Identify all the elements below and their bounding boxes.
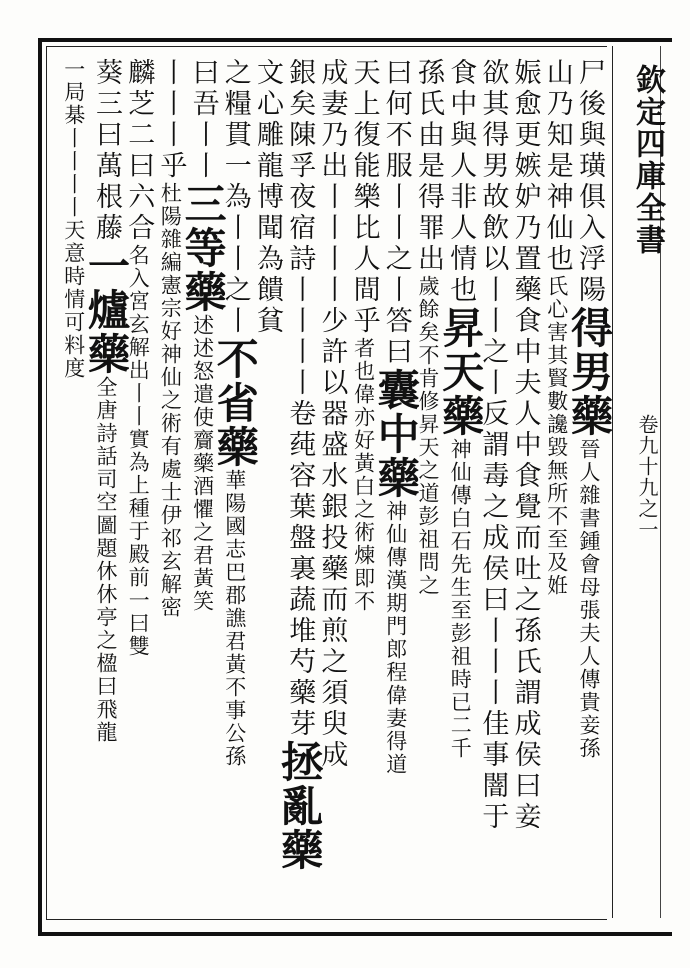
- text-column: [82, 58, 131, 744]
- margin-banner: 欽定四庫全書: [630, 64, 665, 256]
- main-text: 孫氏由是得罪出: [413, 58, 444, 275]
- annotation-text: 名入宮玄解出丨丨實為上種于殿前一曰雙: [126, 244, 151, 658]
- main-text: 山乃知是神仙也: [541, 58, 573, 275]
- annotation-text: 一局棊丨丨丨丨天意時情可料度: [61, 58, 86, 380]
- text-column: [349, 58, 379, 613]
- main-text: 欲其得男故飲以丨丨之丨反謂毒之成侯曰丨丨丨佳事闇于: [477, 58, 509, 833]
- text-column: [542, 58, 572, 597]
- text-column: [436, 58, 486, 760]
- main-text: 曰吾丨丨: [187, 58, 219, 182]
- text-column: [178, 58, 228, 613]
- text-column: [510, 58, 540, 833]
- annotation-text: 神仙傳漢期門郎程偉妻得道: [383, 500, 408, 776]
- main-text: 銀矣陳孚夜宿詩丨丨丨丨卷莼容葉盤裏蔬堆芍藥芽: [284, 58, 316, 740]
- main-text: 食中與人非人情也: [445, 58, 477, 306]
- entry-heading: 囊中藥: [371, 368, 421, 500]
- main-text: 之糧貫一為丨丨之丨: [219, 58, 251, 337]
- annotation-text: 者也偉亦好黃白之術煉即不: [351, 337, 376, 613]
- annotation-text: 歲餘矣不肯修昇天之道彭祖問之: [416, 275, 440, 597]
- annotation-text: 全唐詩話司空圖題休休亭之楹曰飛龍: [94, 376, 118, 744]
- annotation-text: 述述怒遣使齎藥酒懼之君黃笑: [190, 314, 215, 613]
- main-text: 天上復能樂比人間乎: [348, 58, 380, 337]
- annotation-text: 晉人雜書鍾會母張夫人傳貴妾孫: [577, 438, 601, 760]
- main-text: 曰何不服丨丨之丨答曰: [380, 58, 412, 368]
- text-column: [371, 58, 421, 776]
- main-text: 成妻乃出丨丨丨丨少許以器盛水銀投藥而煎之須臾成: [316, 58, 348, 771]
- text-column: [252, 58, 282, 337]
- text-column: [316, 58, 346, 771]
- main-text: 丨丨丨乎: [155, 58, 187, 182]
- entry-heading: 拯亂藥: [275, 740, 325, 872]
- text-column: [275, 58, 325, 872]
- text-column: [413, 58, 443, 597]
- margin-rule: [612, 46, 613, 918]
- entry-heading: 昇天藥: [436, 306, 486, 438]
- annotation-text: 神仙傳白石先生至彭祖時已二千: [448, 438, 473, 760]
- main-text: 葵三曰萬根藤: [91, 58, 122, 244]
- annotation-text: 氏心害其賢數讒毀無所不至及姙: [544, 275, 569, 597]
- main-text: 麟芝二曰六合: [123, 58, 155, 244]
- main-text: 娠愈更嫉妒乃置藥食中夫人中食覺而吐之孫氏謂成侯曰妾: [509, 58, 541, 833]
- main-text: 尸後與璜俱入浮陽: [574, 58, 605, 306]
- entry-heading: 不省藥: [210, 337, 260, 469]
- text-column: [59, 58, 89, 380]
- text-column: [477, 58, 507, 833]
- juan-number: 卷九十九之一: [635, 414, 659, 540]
- entry-heading: 得男藥: [565, 306, 614, 438]
- text-column: [155, 58, 185, 619]
- text-column: [210, 58, 260, 768]
- main-text: 文心雕龍博聞為饋貧: [252, 58, 283, 337]
- entry-heading: 一爐藥: [82, 244, 131, 376]
- annotation-text: 華陽國志巴郡譙君黃不事公孫: [222, 469, 247, 768]
- entry-heading: 三等藥: [178, 182, 228, 314]
- text-column: [565, 58, 614, 760]
- annotation-text: 杜陽雜編憲宗好神仙之術有處士伊祁玄解密: [158, 182, 183, 619]
